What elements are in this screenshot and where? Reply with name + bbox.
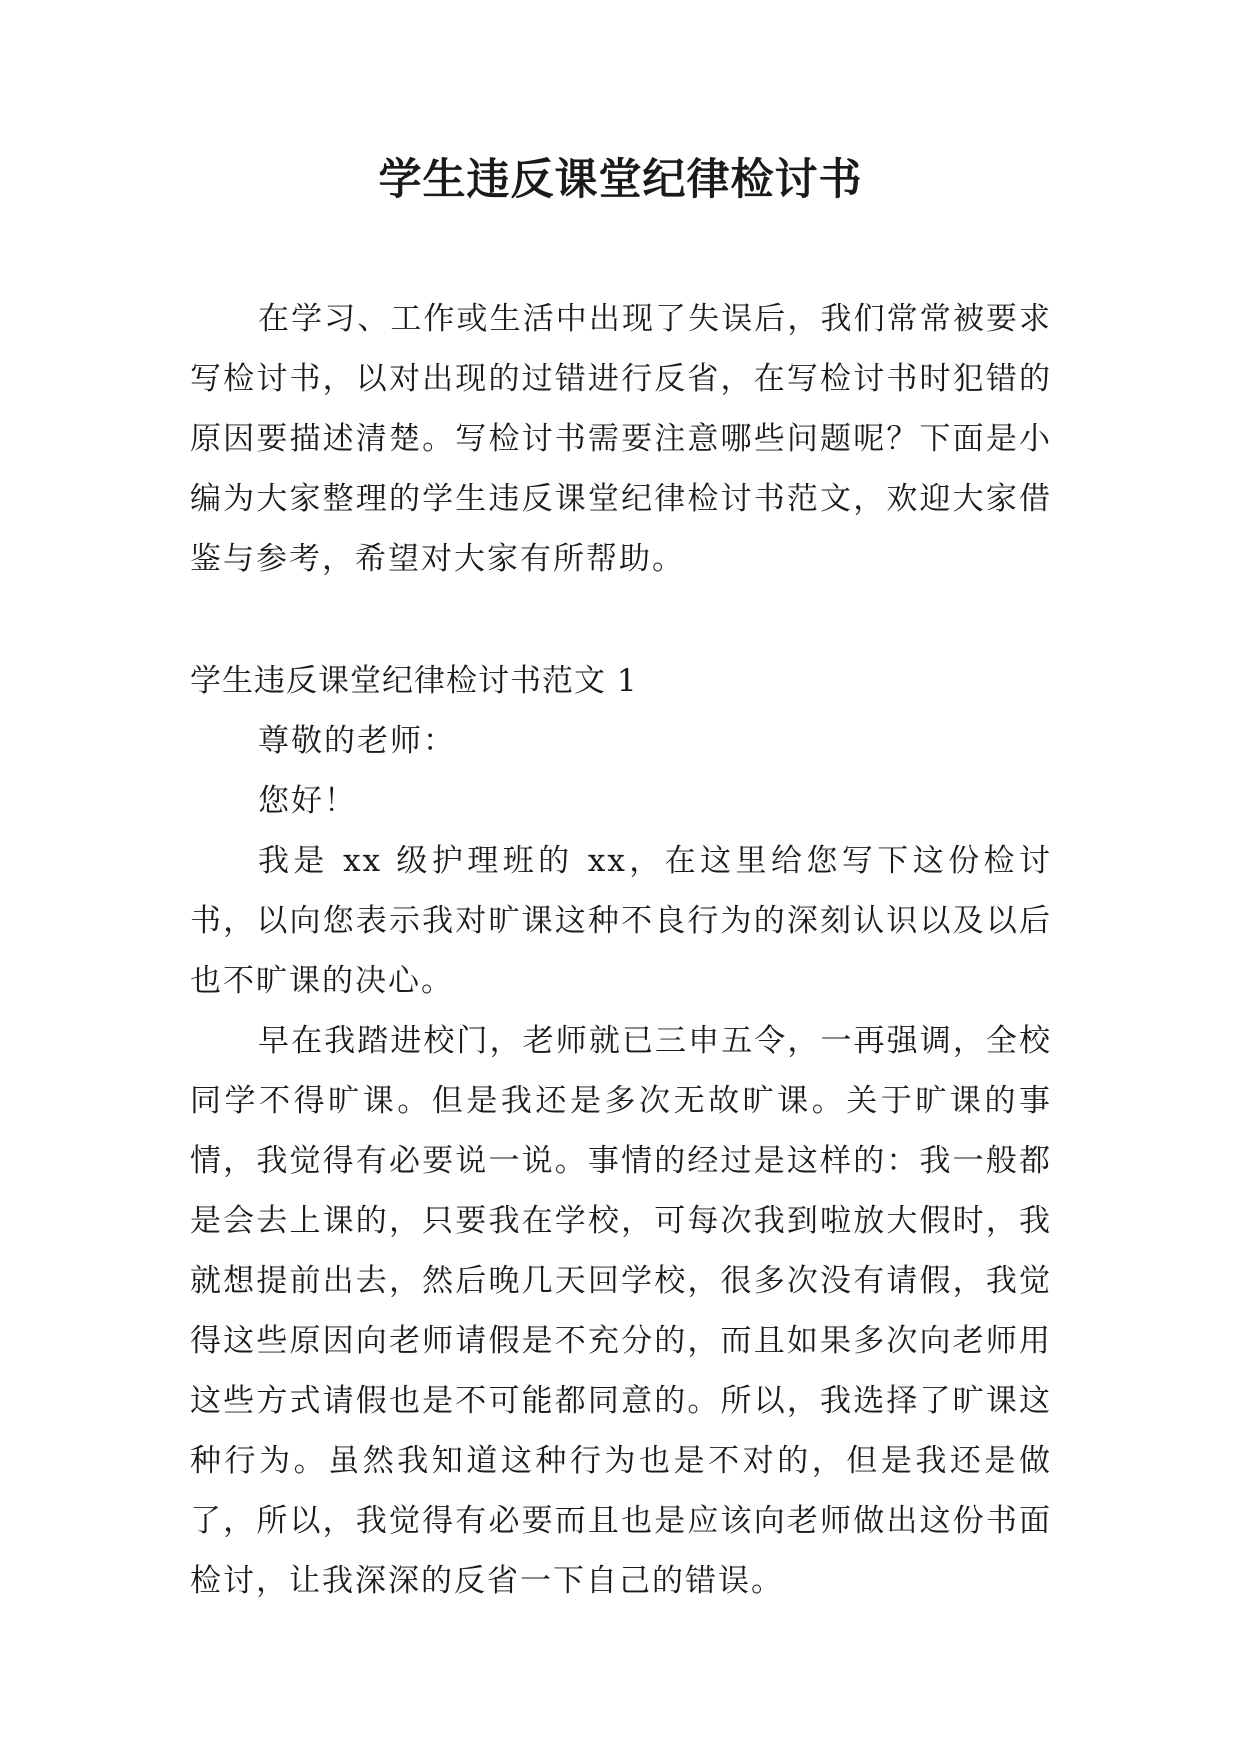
greeting: 您好！ — [258, 783, 357, 819]
document-title: 学生违反课堂纪律检讨书 — [378, 155, 863, 205]
document-body — [190, 289, 1052, 1611]
body-paragraph-2: 早在我踏进校门，老师就已三申五令，一再强调，全校同学不得旷课。但是我还是多次无故旷课。关于旷课的事情，我觉得有必要说一说。事情的经过是这样的：我一般都是会去上课的，只要我在学校，可每次我到啦放大假时，我就想提前出去，然后晚几天回学校，很多次没有请假，我觉得这些原因向老师请假是不充分的，而且如果多次向老师用这些方式请假也是不可能都同意的。所以，我选择了旷课这种行为。虽然我知道这种行为也是不对的，但是我还是做了，所以，我觉得有必要而且也是应该向老师做出这份书面检讨，让我深深的反省一下自己的错误。 — [190, 1023, 1052, 1599]
intro-paragraph: 在学习、工作或生活中出现了失误后，我们常常被要求写检讨书，以对出现的过错进行反省，在写检讨书时犯错的原因要描述清楚。写检讨书需要注意哪些问题呢？下面是小编为大家整理的学生违反课堂纪律检讨书范文，欢迎大家借鉴与参考，希望对大家有所帮助。 — [190, 301, 1052, 577]
body-paragraph-1: 我是 xx 级护理班的 xx，在这里给您写下这份检讨书，以向您表示我对旷课这种不良行为的深刻认识以及以后也不旷课的决心。 — [190, 843, 1052, 999]
salutation: 尊敬的老师： — [258, 723, 456, 759]
section-heading: 学生违反课堂纪律检讨书范文 1 — [190, 663, 638, 699]
